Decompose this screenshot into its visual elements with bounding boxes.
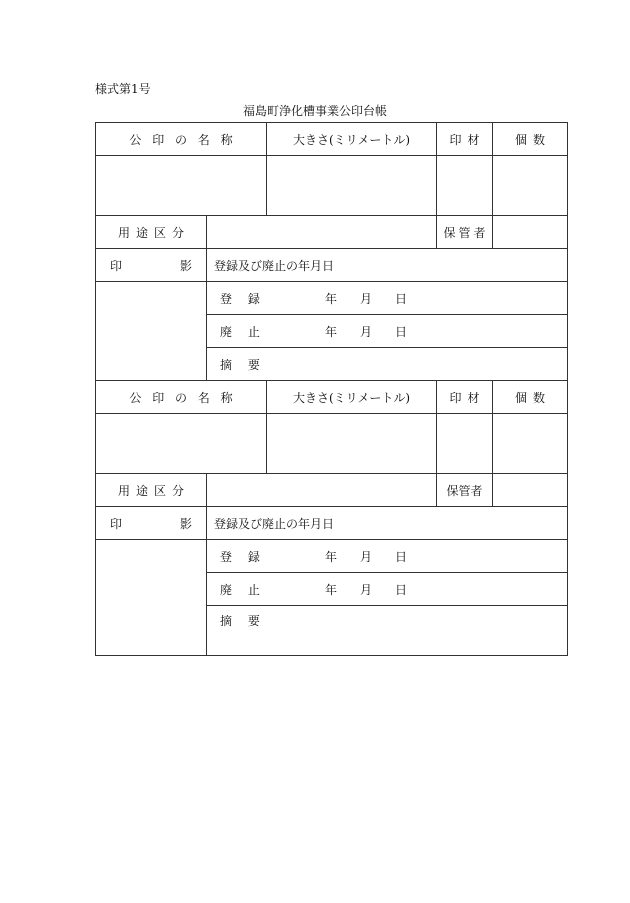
remarks-label: 摘 要: [220, 357, 266, 372]
form-number: 様式第1号: [95, 82, 151, 96]
abolition-label: 廃 止: [220, 324, 266, 339]
registration-row: [96, 540, 568, 573]
impression-row: [96, 507, 568, 540]
keeper-label: 保管者: [437, 474, 493, 507]
count-cell[interactable]: [493, 414, 568, 474]
year-label: 年: [325, 549, 338, 564]
header-row: [96, 381, 568, 414]
header-seal-name: 公印の名称: [96, 123, 267, 156]
abolition-cell[interactable]: [207, 573, 568, 606]
remarks-cell[interactable]: [207, 348, 568, 381]
header-count: 個数: [493, 381, 568, 414]
impression-label-left: 印: [110, 516, 123, 531]
size-cell[interactable]: [267, 156, 437, 216]
keeper-label: 保管者: [437, 216, 493, 249]
abolition-cell[interactable]: [207, 315, 568, 348]
count-cell[interactable]: [493, 156, 568, 216]
header-material: 印材: [437, 381, 493, 414]
registration-label: 登 録: [220, 549, 266, 564]
keeper-cell[interactable]: [493, 216, 568, 249]
impression-label-right: 影: [179, 516, 192, 531]
use-label: 用途区分: [96, 216, 207, 249]
month-label: 月: [360, 549, 373, 564]
header-seal-name: 公印の名称: [96, 381, 267, 414]
page-title: 福島町浄化槽事業公印台帳: [242, 104, 387, 118]
day-label: 日: [395, 324, 408, 339]
registration-label: 登 録: [220, 291, 266, 306]
registration-row: [96, 282, 568, 315]
header-size: 大きさ(ミリメートル): [267, 123, 437, 156]
year-label: 年: [325, 291, 338, 306]
impression-label: [96, 507, 207, 540]
entry-row: [96, 414, 568, 474]
impression-label: [96, 249, 207, 282]
header-size: 大きさ(ミリメートル): [267, 381, 437, 414]
header-material: 印材: [437, 123, 493, 156]
day-label: 日: [395, 549, 408, 564]
seal-name-cell[interactable]: [96, 156, 267, 216]
use-cell[interactable]: [207, 474, 437, 507]
seal-ledger-table: [95, 122, 568, 656]
impression-row: [96, 249, 568, 282]
day-label: 日: [395, 291, 408, 306]
use-label: 用途区分: [96, 474, 207, 507]
month-label: 月: [360, 291, 373, 306]
abolition-label: 廃 止: [220, 582, 266, 597]
day-label: 日: [395, 582, 408, 597]
material-cell[interactable]: [437, 156, 493, 216]
impression-label-left: 印: [110, 258, 123, 273]
use-cell[interactable]: [207, 216, 437, 249]
remarks-cell[interactable]: [207, 606, 568, 656]
impression-cell[interactable]: [96, 282, 207, 381]
header-row: [96, 123, 568, 156]
dates-heading: 登録及び廃止の年月日: [207, 507, 568, 540]
registration-cell[interactable]: [207, 282, 568, 315]
remarks-label: 摘 要: [220, 614, 266, 628]
impression-label-right: 影: [179, 258, 192, 273]
keeper-cell[interactable]: [493, 474, 568, 507]
year-label: 年: [325, 582, 338, 597]
entry-row: [96, 156, 568, 216]
registration-cell[interactable]: [207, 540, 568, 573]
year-label: 年: [325, 324, 338, 339]
dates-heading: 登録及び廃止の年月日: [207, 249, 568, 282]
use-row: [96, 474, 568, 507]
material-cell[interactable]: [437, 414, 493, 474]
month-label: 月: [360, 582, 373, 597]
header-count: 個数: [493, 123, 568, 156]
use-row: [96, 216, 568, 249]
size-cell[interactable]: [267, 414, 437, 474]
seal-name-cell[interactable]: [96, 414, 267, 474]
impression-cell[interactable]: [96, 540, 207, 656]
month-label: 月: [360, 324, 373, 339]
